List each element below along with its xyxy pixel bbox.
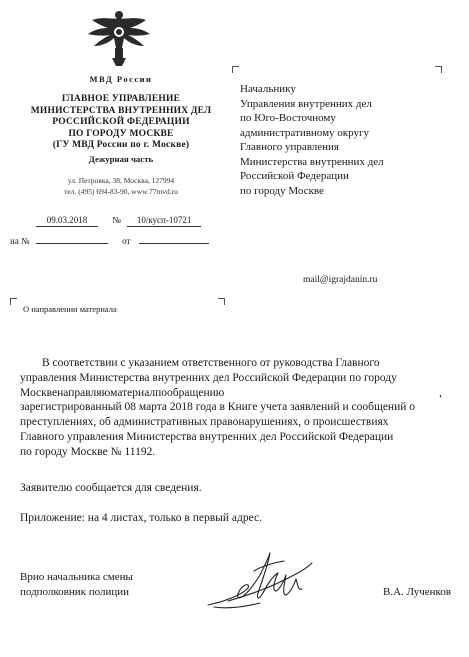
addressee-line: Главного управления xyxy=(240,141,339,153)
document-number: 10/кусп-10721 xyxy=(127,215,201,227)
body-line: зарегистрированный 08 марта 2018 года в Книге учета заявлений и сообщений о xyxy=(20,401,416,414)
notice-line: Заявителю сообщается для сведения. xyxy=(20,482,202,494)
subject-corner-right xyxy=(218,298,225,305)
body-word: по xyxy=(155,386,168,399)
signatory-position-line: Врио начальника смены xyxy=(20,571,133,583)
addressee-line: Начальнику xyxy=(240,83,296,95)
document-date: 09.03.2018 xyxy=(36,215,98,227)
org-line: ПО ГОРОДУ МОСКВЕ xyxy=(68,128,174,139)
org-street: ул. Петровка, 38, Москва, 127994 xyxy=(67,175,175,185)
body-word: обращению xyxy=(167,386,225,399)
mvd-emblem-icon xyxy=(84,8,154,70)
body-word: материал xyxy=(110,386,156,399)
org-title: МВД России xyxy=(89,74,153,84)
body-word: направляю xyxy=(57,386,111,399)
body-word: , xyxy=(439,386,442,399)
ref-date xyxy=(139,243,209,244)
org-contacts: тел. (495) 694-83-90, www.77mvd.ru xyxy=(64,186,178,196)
letter-body xyxy=(20,356,442,460)
body-line: управления Министерства внутренних дел Российской Федерации по городу xyxy=(20,371,397,384)
addressee-line: Министерства внутренних дел xyxy=(240,155,384,168)
organization-header xyxy=(20,74,222,197)
number-label: № xyxy=(112,215,121,225)
addressee-line: по городу Москве xyxy=(240,184,324,197)
body-line-spaced xyxy=(20,386,442,401)
org-unit: Дежурная часть xyxy=(88,153,154,164)
signatory-position-line: подполковник полиции xyxy=(20,586,130,598)
body-word: Москве xyxy=(20,386,58,399)
signatory-position xyxy=(20,570,133,600)
document-number-row xyxy=(36,215,201,227)
handwritten-signature xyxy=(198,545,318,617)
subject-line: О направлении материала xyxy=(23,304,117,314)
attachment-line: Приложение: на 4 листах, только в первый адрес. xyxy=(20,512,262,524)
addressee-block xyxy=(240,82,450,198)
signatory-name: В.А. Лученков xyxy=(383,586,451,598)
org-line: РОССИЙСКОЙ ФЕДЕРАЦИИ xyxy=(52,117,190,127)
subject-corner-left xyxy=(10,298,17,305)
addressee-corner-right xyxy=(435,66,442,73)
addressee-line: по Юго-Восточному xyxy=(240,112,336,124)
addressee-line: административному округу xyxy=(240,126,370,139)
reference-row xyxy=(10,236,209,246)
ref-label: на № xyxy=(10,236,30,246)
addressee-corner-left xyxy=(232,66,239,73)
addressee-line: Российской Федерации xyxy=(240,170,349,182)
org-line: МИНИСТЕРСТВА ВНУТРЕННИХ ДЕЛ xyxy=(30,105,212,116)
body-line: В соответствии с указанием ответственного от руководства Главного xyxy=(42,357,380,369)
body-line: преступлениях, об административных правонарушениях, о происшествиях xyxy=(20,416,389,429)
org-line: (ГУ МВД России по г. Москве) xyxy=(52,140,190,150)
ref-from-label: от xyxy=(122,236,131,246)
addressee-line: Управления внутренних дел xyxy=(240,97,372,110)
org-line: ГЛАВНОЕ УПРАВЛЕНИЕ xyxy=(61,94,181,104)
body-line: по городу Москве № 11192. xyxy=(20,445,156,458)
body-line: Главного управления Министерства внутренних дел Российской Федерации xyxy=(20,430,394,443)
org-address xyxy=(20,175,222,197)
addressee-email: mail@igrajdanin.ru xyxy=(303,275,378,285)
ref-number xyxy=(36,243,108,244)
